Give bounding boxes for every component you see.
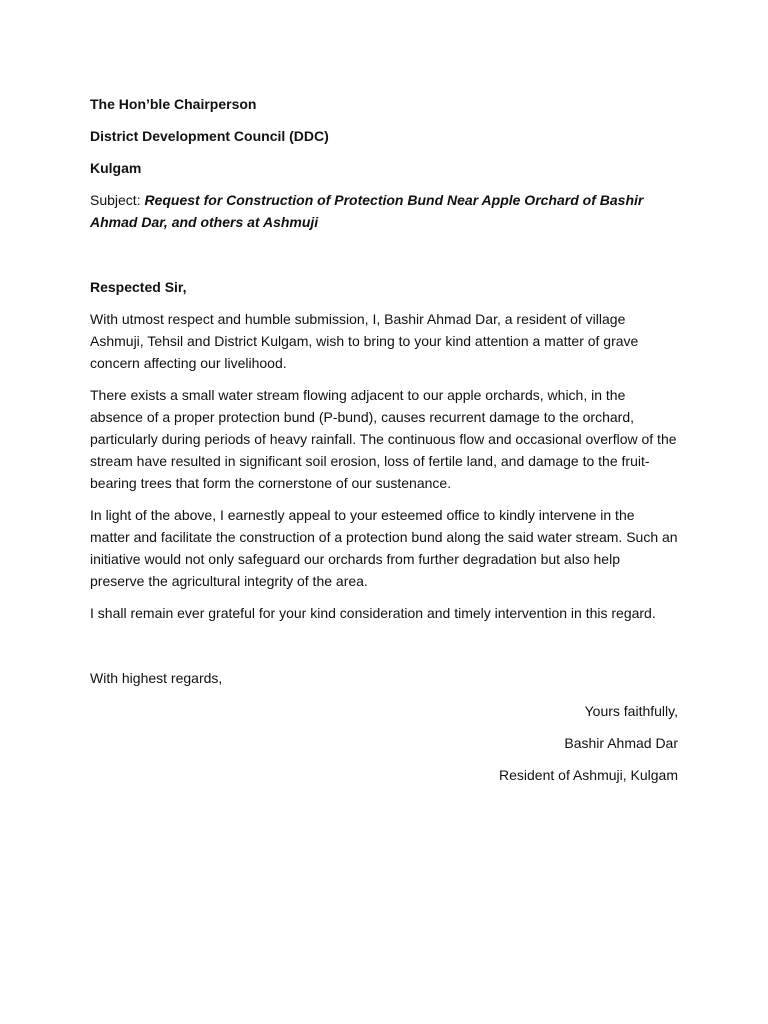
letter-body bbox=[90, 93, 678, 796]
salutation: Respected Sir, bbox=[90, 279, 187, 295]
subject-text: Request for Construction of Protection Bund Near Apple Orchard of Bashir Ahmad Dar, and others at Ashmuji bbox=[90, 192, 644, 230]
subject-line bbox=[90, 189, 678, 233]
valediction: Yours faithfully, bbox=[584, 703, 678, 719]
recipient-title: The Hon’ble Chairperson bbox=[90, 96, 257, 112]
recipient-place: Kulgam bbox=[90, 160, 142, 176]
paragraph-3: In light of the above, I earnestly appeal to your esteemed office to kindly intervene in the matter and facilitate the construction of a protection bund along the said water stream. Such an initiative would not only safeguard our orchards from further degradation but also help preserve the agricultural integrity of the area. bbox=[90, 507, 678, 589]
signatory-name: Bashir Ahmad Dar bbox=[564, 735, 678, 751]
paragraph-1: With utmost respect and humble submission, I, Bashir Ahmad Dar, a resident of village Ashmuji, Tehsil and District Kulgam, wish to bring to your kind attention a matter of grave concern affecting our livelihood. bbox=[90, 311, 639, 371]
signatory-designation: Resident of Ashmuji, Kulgam bbox=[499, 767, 678, 783]
paragraph-2: There exists a small water stream flowing adjacent to our apple orchards, which, in the absence of a proper protection bund (P-bund), causes recurrent damage to the orchard, particularly during periods of heavy rainfall. The continuous flow and occasional overflow of the stream have resulted in significant soil erosion, loss of fertile land, and damage to the fruit-bearing trees that form the cornerstone of our sustenance. bbox=[90, 387, 677, 491]
subject-label: Subject: bbox=[90, 192, 141, 208]
recipient-office: District Development Council (DDC) bbox=[90, 128, 329, 144]
paragraph-4: I shall remain ever grateful for your kind consideration and timely intervention in this regard. bbox=[90, 605, 656, 621]
closing: With highest regards, bbox=[90, 670, 223, 686]
